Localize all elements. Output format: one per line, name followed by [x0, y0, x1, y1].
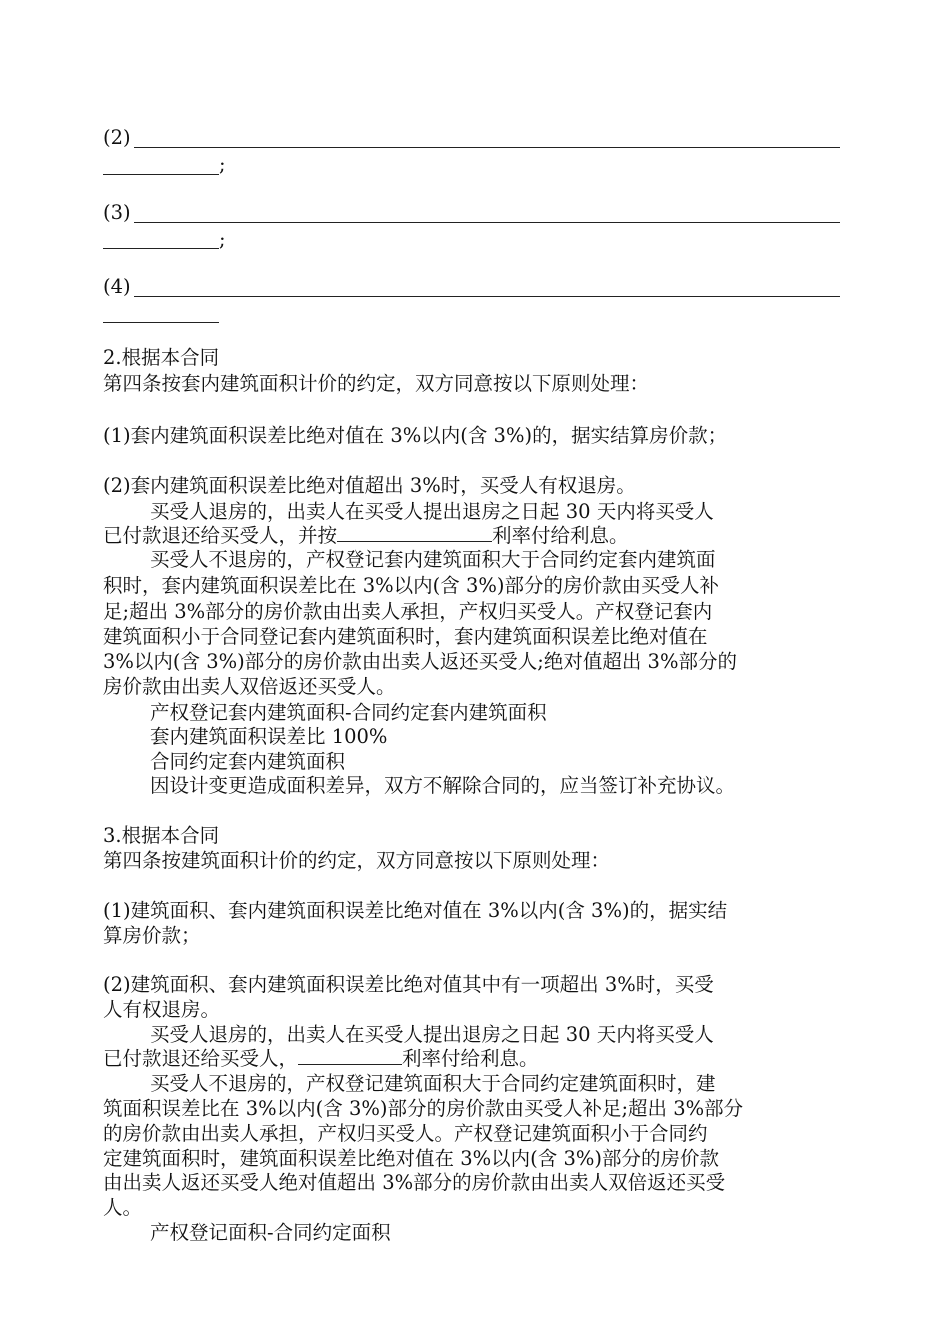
item-2-blank-cont[interactable] — [103, 174, 219, 175]
section-2-p4-l3: 足;超出 3%部分的房价款由出卖人承担，产权归买受人。产权登记套内 — [103, 600, 713, 623]
section-2-p4-l4: 建筑面积小于合同登记套内建筑面积时，套内建筑面积误差比绝对值在 — [103, 625, 708, 648]
item-3-line — [103, 200, 131, 226]
section-3-p4-l5: 由出卖人返还买受人绝对值超出 3%部分的房价款由出卖人双倍返还买受 — [103, 1171, 726, 1194]
section-3-p2-l2: 人有权退房。 — [103, 998, 221, 1021]
section-2-p2: (2)套内建筑面积误差比绝对值超出 3%时，买受人有权退房。 — [103, 474, 636, 497]
section-3-p4-l4: 定建筑面积时，建筑面积误差比绝对值在 3%以内(含 3%)部分的房价款 — [103, 1147, 719, 1170]
section-3-p4-l6: 人。 — [103, 1196, 143, 1219]
section-3-p3-l2 — [103, 1046, 539, 1072]
section-2-p3-l2b: 利率付给利息。 — [492, 524, 629, 547]
section-2-intro: 第四条按套内建筑面积计价的约定，双方同意按以下原则处理： — [103, 372, 650, 395]
section-2-p3-l2 — [103, 523, 629, 549]
section-2-p4-l6: 房价款由出卖人双倍返还买受人。 — [103, 675, 396, 698]
section-3-p1-l2: 算房价款； — [103, 924, 201, 947]
item-4-blank-cont[interactable] — [103, 322, 219, 323]
interest-rate-blank[interactable] — [337, 523, 492, 542]
item-2-label: (2) — [103, 126, 131, 149]
section-2-p3-l2a: 已付款退还给买受人，并按 — [103, 524, 338, 547]
section-3-p3-l1: 买受人退房的，出卖人在买受人提出退房之日起 30 天内将买受人 — [150, 1023, 714, 1046]
item-2-end: ; — [219, 153, 226, 176]
section-2-formula-numerator: 产权登记套内建筑面积-合同约定套内建筑面积 — [150, 701, 547, 724]
section-2-heading: 2.根据本合同 — [103, 346, 220, 369]
section-2-p4-l2: 积时，套内建筑面积误差比在 3%以内(含 3%)部分的房价款由买受人补 — [103, 574, 719, 597]
section-2-formula-label: 套内建筑面积误差比 100% — [150, 725, 388, 748]
section-2-p3-l1: 买受人退房的，出卖人在买受人提出退房之日起 30 天内将买受人 — [150, 500, 714, 523]
section-3-intro: 第四条按建筑面积计价的约定，双方同意按以下原则处理： — [103, 849, 611, 872]
section-3-p2-l1: (2)建筑面积、套内建筑面积误差比绝对值其中有一项超出 3%时，买受 — [103, 973, 714, 996]
section-2-p1: (1)套内建筑面积误差比绝对值在 3%以内(含 3%)的，据实结算房价款； — [103, 424, 728, 447]
section-2-supplement-note: 因设计变更造成面积差异，双方不解除合同的，应当签订补充协议。 — [150, 774, 736, 797]
item-4-blank[interactable] — [134, 296, 840, 297]
section-3-p4-l2: 筑面积误差比在 3%以内(含 3%)部分的房价款由买受人补足;超出 3%部分 — [103, 1097, 744, 1120]
section-3-p3-l2a: 已付款退还给买受人， — [103, 1047, 299, 1070]
item-3-end: ; — [219, 228, 226, 251]
section-2-p4-l5: 3%以内(含 3%)部分的房价款由出卖人返还买受人;绝对值超出 3%部分的 — [103, 650, 737, 673]
section-3-formula-numerator: 产权登记面积-合同约定面积 — [150, 1221, 391, 1244]
item-4-line — [103, 274, 131, 300]
interest-blank[interactable] — [298, 1046, 402, 1065]
item-3-blank-cont[interactable] — [103, 248, 219, 249]
item-3-label: (3) — [103, 201, 131, 224]
section-3-p4-l1: 买受人不退房的，产权登记建筑面积大于合同约定建筑面积时，建 — [150, 1072, 716, 1095]
item-3-blank[interactable] — [134, 222, 840, 223]
section-3-p4-l3: 的房价款由出卖人承担，产权归买受人。产权登记建筑面积小于合同约 — [103, 1122, 708, 1145]
section-3-p1-l1: (1)建筑面积、套内建筑面积误差比绝对值在 3%以内(含 3%)的，据实结 — [103, 899, 728, 922]
item-4-label: (4) — [103, 275, 131, 298]
section-3-p3-l2b: 利率付给利息。 — [402, 1047, 539, 1070]
item-2-line — [103, 125, 131, 151]
section-3-heading: 3.根据本合同 — [103, 824, 220, 847]
section-2-formula-denominator: 合同约定套内建筑面积 — [150, 750, 346, 773]
section-2-p4-l1: 买受人不退房的，产权登记套内建筑面积大于合同约定套内建筑面 — [150, 548, 716, 571]
item-2-blank[interactable] — [134, 147, 840, 148]
